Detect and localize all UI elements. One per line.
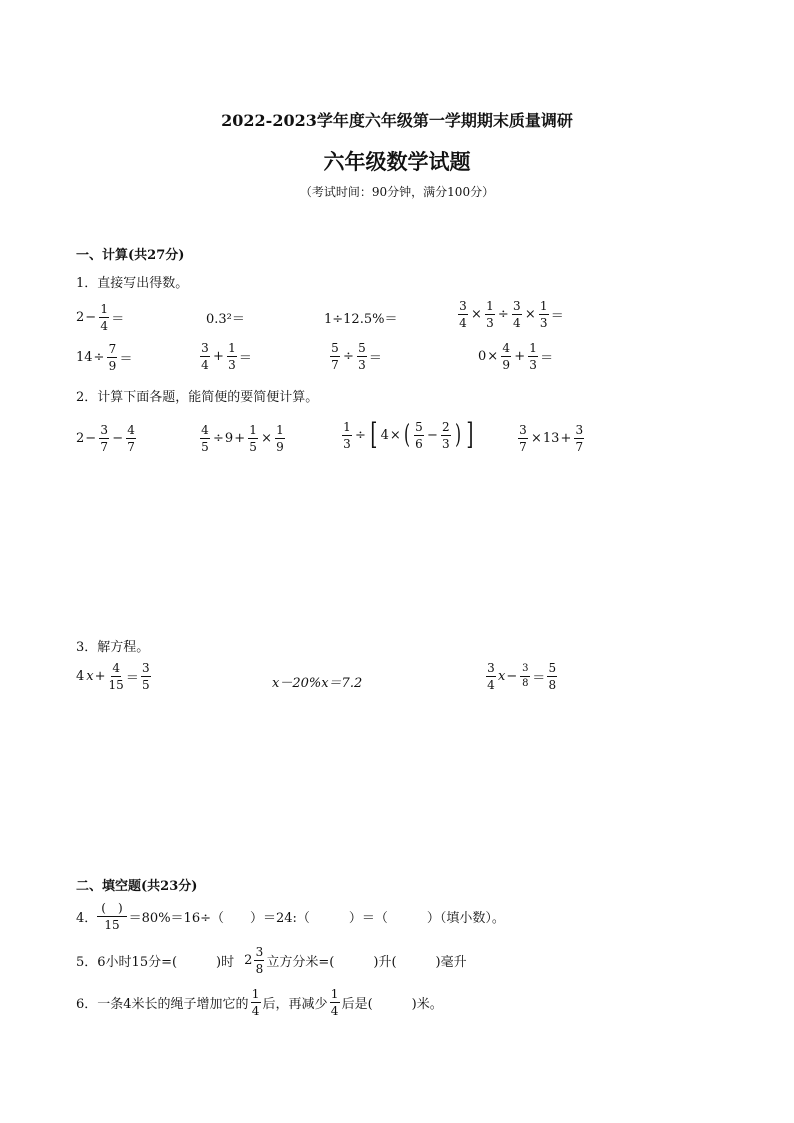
fraction: $\frac{1}{4}$ [100, 302, 108, 333]
q2-expr-2: $\frac{4}{5}$ ÷ 9 + $\frac{1}{5}$ × $\frac{1}{9}$ [201, 423, 284, 454]
q1-expr-3: 1÷12.5%＝ [324, 312, 398, 327]
q1-expr-8: 0 × $\frac{4}{9}$ + $\frac{1}{3}$ ＝ [478, 341, 554, 372]
question-4: 4． ( ) 15 ＝80%＝16÷（ ）＝24:（ ）＝（ ）（填小数）。 [76, 901, 505, 932]
section-2-heading: 二、填空题(共23分) [76, 879, 198, 894]
question-6: 6．一条4米长的绳子增加它的 $\frac{1}{4}$ 后，再减少 $\frac{1}{4}$ 后是( )米。 [76, 987, 443, 1018]
q1-expr-5: 14 ÷ $\frac{7}{9}$ ＝ [76, 342, 133, 373]
q2-expr-1: 2 − $\frac{3}{7}$ − $\frac{4}{7}$ [76, 423, 135, 454]
blank-fraction[interactable]: ( ) 15 [97, 902, 126, 931]
paper-title: 六年级数学试题 [323, 149, 471, 174]
mixed-number: 2 $\frac{3}{8}$ [244, 945, 264, 976]
q1-expr-6: $\frac{3}{4}$ + $\frac{1}{3}$ ＝ [201, 341, 252, 372]
q1-expr-4: $\frac{3}{4}$ × $\frac{1}{3}$ ÷ $\frac{3}{4}$ × $\frac{1}{3}$ ＝ [459, 299, 564, 330]
question-3-text: 3．解方程。 [76, 640, 150, 655]
q3-equation-3: $\frac{3}{4}$ x − $\frac{3}{8}$ ＝ $\frac{5}{8}$ [487, 661, 557, 692]
q1-expr-1: 2 − $\frac{1}{4}$ ＝ [76, 302, 125, 333]
section-1-heading: 一、计算(共27分) [76, 248, 185, 263]
q1-expr-7: $\frac{5}{7}$ ÷ $\frac{5}{3}$ ＝ [331, 341, 382, 372]
exam-note: （考试时间：90分钟，满分100分） [299, 185, 495, 199]
q2-expr-4: $\frac{3}{7}$ × 13 + $\frac{3}{7}$ [519, 423, 584, 454]
question-1-text: 1．直接写出得数。 [76, 276, 189, 291]
q2-expr-3: $\frac{1}{3}$ ÷ [ 4 × ( $\frac{5}{6}$ − $\frac{2}{3}$ ) ] [343, 417, 474, 452]
q3-equation-2: x－20%x＝7.2 [272, 676, 363, 691]
question-2-text: 2．计算下面各题，能简便的要简便计算。 [76, 390, 319, 405]
q1-expr-2: 0.3²＝ [206, 312, 245, 327]
document-title: 2022-2023学年度六年级第一学期期末质量调研 [221, 111, 573, 130]
q3-equation-1: 4 x + $\frac{4}{15}$ ＝ $\frac{3}{5}$ [76, 661, 150, 692]
question-5: 5．6小时15分=( )时 2 $\frac{3}{8}$ 立方分米=( )升( )毫升 [76, 945, 467, 976]
